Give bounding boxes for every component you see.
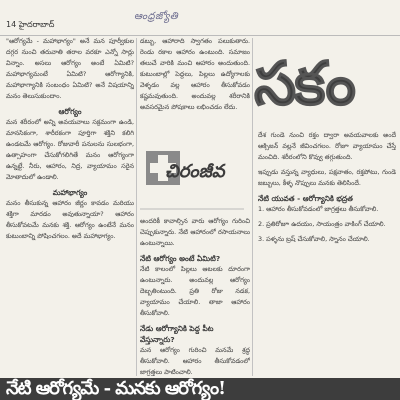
page-number: 14 [6, 20, 17, 29]
col3-list-item-3: 3. పళ్ళను బ్రష్ చేసుకోవాలి, స్నానం చేయాలి. [258, 235, 370, 243]
column-2-bottom [140, 216, 250, 376]
col3-paragraph-1: దేశ గుండె నుంచి రక్తం ద్వారా అవయవాలకు అందే ఆక్సిజన్ వల్లనే జీవించగలం. రోజూ వ్యాయామం చేస్తే మంచిది. శరీరంలోని కొవ్వు తగ్గుతుంది. [258, 131, 396, 161]
city-label: హైదరాబాద్ [18, 20, 55, 29]
banner-heading: సకం [254, 49, 354, 119]
col2-subheading-priority: నేడు ఆరోగ్యానికి పెద్ద పీట వేస్తున్నారు? [140, 324, 214, 344]
col1-intro: "ఆరోగ్యమే - మహాభాగ్యం" అనే మన పూర్వీకుల దగ్గర నుంచి తరువాతి తరాల వరకూ ఎన్నో సార్లు విన్నాం. అసలు ఆరోగ్యం అంటే ఏమిటి? మహాభాగ్యమంటే ఏమిటి? ఆరోగ్యానికి, మహాభాగ్యానికి సంబంధం ఏమిటి? అనే విషయాన్ని మనం తెలుసుకుందాం. [6, 37, 134, 100]
col3-subheading-youth: నేటి యువత - ఆరోగ్యానికి భద్రత [258, 194, 353, 203]
col2-subheading-today: నేటి ఆరోగ్యం అంటే ఏమిటి? [140, 254, 221, 263]
footer-banner-text: నేటి ఆరోగ్యమే - మనకు ఆరోగ్యం! [6, 378, 225, 399]
section-logo-text: చిరంజీవ [165, 161, 225, 182]
column-divider-1 [136, 38, 137, 376]
page-header [6, 20, 54, 31]
col1-subheading-fortune: మహాభాగ్యం [52, 188, 88, 197]
col2-intro: డబ్బు, ఆహారాది స్వాగతం పలుకుతారు. రెండు రకాల ఆహారం ఉంటుంది. సమాజం తలుచే వారికి మంచి ఆహారం అందుతుంది. కుటుంబాల్లో పెద్దలు, పిల్లలు ఉద్యోగాలకు వెళ్ళడం వల్ల ఆహారం తీసుకోవడం కష్టమవుతుంది. అందువల్ల శరీరానికి అవసరమైన పోషకాలు లభించడం లేదు. [140, 37, 250, 111]
col1-health-text: మన శరీరంలో అన్ని అవయవాలు సక్రమంగా ఉండి, మానసికంగా, శారీరకంగా పూర్తిగా శక్తిని కలిగి ఉండటమే ఆరోగ్యం. రోజువారీ పనులను సులభంగా, ఉత్సాహంగా చేసుకోగలిగితే మనం ఆరోగ్యంగా ఉన్నట్టే. నీరు, ఆహారం, నిద్ర, వ్యాయామం సరైన మోతాదులో ఉండాలి. [6, 118, 134, 181]
column-3 [258, 130, 396, 376]
footer-banner [0, 378, 400, 400]
col3-list-item-1: 1. ఆహారం తీసుకోవడంలో జాగ్రత్తలు తీసుకోవాలి. [258, 205, 379, 213]
masthead: ఆంధ్రజ్యోతి [134, 11, 179, 22]
column-divider-2 [252, 38, 253, 376]
col2-paragraph-2: అందరికీ కావాల్సిన వారు ఆరోగ్యం గురించి చెప్పుకున్నారు. నేటి ఆహారంలో రసాయనాలు ఉంటున్నాయి. [140, 217, 250, 247]
col3-list-item-2: 2. ప్రతిరోజూ ఉదయం, సాయంత్రం వాకింగ్ చేయాలి. [258, 220, 386, 228]
col3-paragraph-2: ఇప్పుడు వస్తున్న వ్యాధులు, పక్షవాతం, రక్తపోటు, గుండె జబ్బులు, కీళ్ళ నొప్పులు మనకు తెలిసిందే. [258, 168, 396, 187]
column-1 [6, 36, 134, 376]
col1-fortune-text: మనం తీసుకున్న ఆహారం జీర్ణం కావడం మరియు శక్తిగా మారడం అవుతున్నాయా? ఆహారం తీసుకోవటమే మనకు శక్తి. ఆరోగ్యం ఉంటేనే మనం కుటుంబాన్ని పోషించగలం. అదే మహాభాగ్యం. [6, 199, 134, 240]
col1-subheading-health: ఆరోగ్యం [58, 107, 82, 116]
column-2-top [140, 36, 250, 140]
col2-paragraph-4: మన ఆరోగ్యం గురించి మనమే శ్రద్ధ తీసుకోవాలి. ఆహారం తీసుకోవడంలో జాగ్రత్తలు పాటించాలి. [140, 346, 250, 376]
col2-paragraph-3: నేటి కాలంలో పిల్లలు ఆటలకు దూరంగా ఉంటున్నారు. అందువల్ల ఆరోగ్యం దెబ్బతింటుంది. ప్రతి రోజు నడక, వ్యాయామం చేయాలి. తాజా ఆహారం తీసుకోవాలి. [140, 265, 250, 317]
chiranjeeva-logo [140, 143, 244, 215]
